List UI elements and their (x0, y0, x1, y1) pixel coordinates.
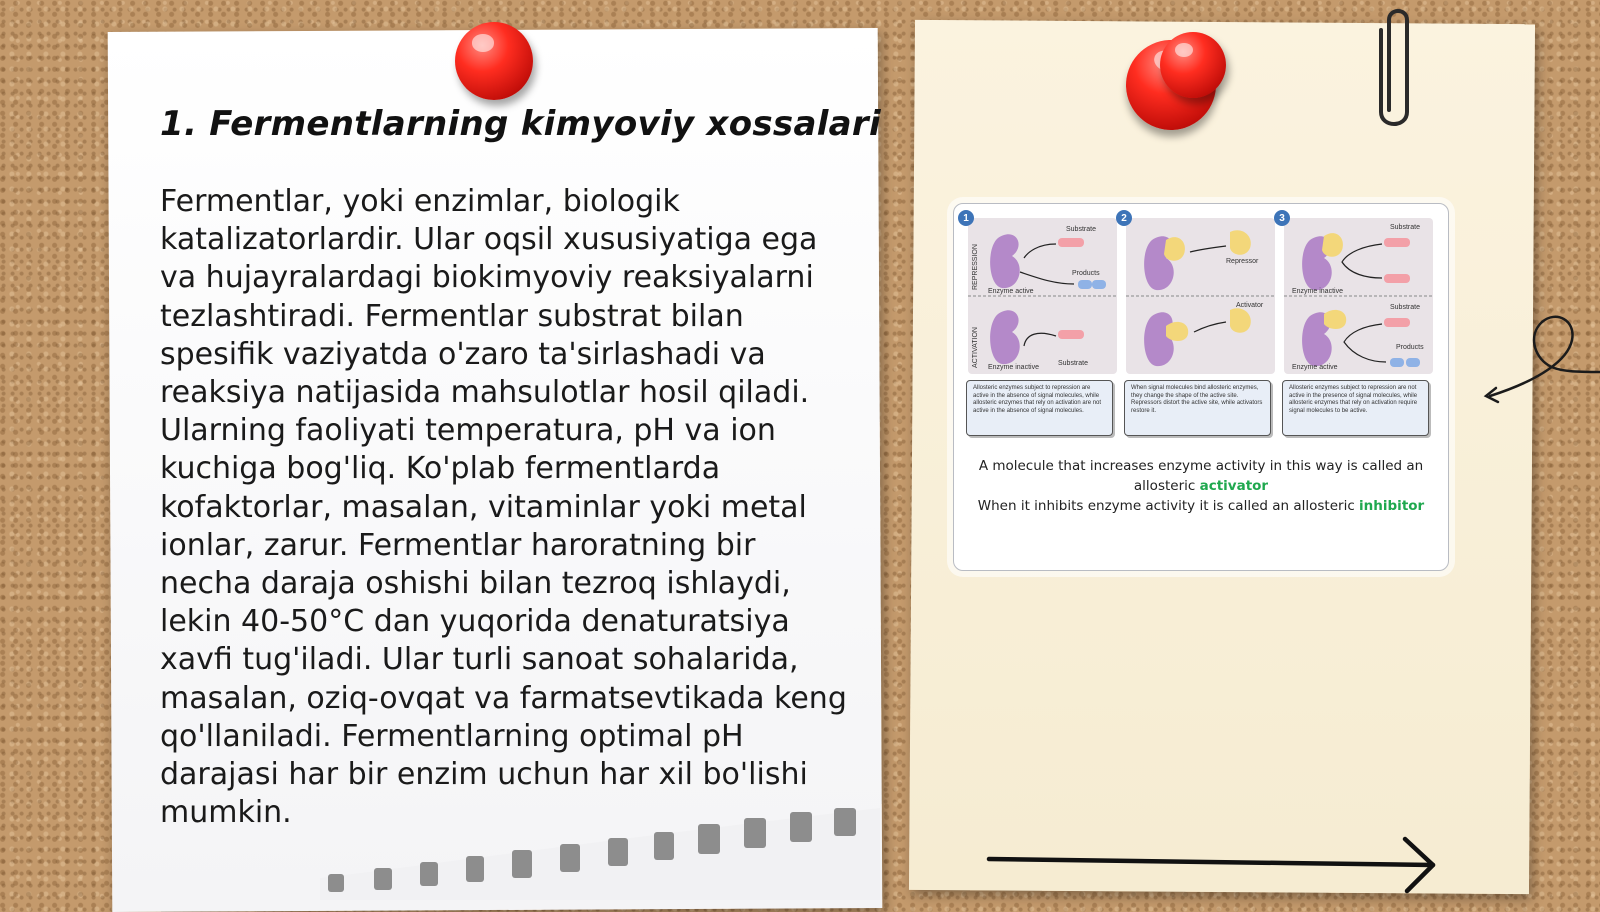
label-enzyme-inactive: Enzyme inactive (1292, 288, 1343, 295)
caption-line-2: When it inhibits enzyme activity it is called an allosteric (977, 498, 1355, 514)
panel-number-badge: 3 (1274, 210, 1290, 226)
label-enzyme-inactive: Enzyme inactive (988, 364, 1039, 371)
label-products: Products (1072, 270, 1100, 277)
panel-2-description: When signal molecules bind allosteric enzymes, they change the shape of the active site. Repressors distort the active site, while activators restore it. (1124, 380, 1271, 436)
slide-title: 1. Fermentlarning kimyoviy xossalari (160, 104, 881, 144)
body-paragraph: Fermentlar, yoki enzimlar, biologik katalizatorlardir. Ular oqsil xususiyatiga ega va hujayralardagi biokimyoviy reaksiyalarni tezlashtiradi. Fermentlar substrat bilan spesifik vaziyatda o'zaro ta'sirlashadi va reaksiya natijasida mahsulotlar hosil qiladi. Ularning faoliyati temperatura, pH va ion kuchiga bog'liq. Ko'plab fermentlarda kofaktorlar, masalan, vitaminlar yoki metal ionlar, zarur. Fermentlar haroratning bir necha daraja oshishi bilan tezroq ishlaydi, lekin 40-50°C dan yuqorida denaturatsiya xavfi tug'iladi. Ular turli sanoat sohalarida, masalan, oziq-ovqat va farmatsevtikada keng qo'llaniladi. Fermentlarning optimal pH darajasi har bir enzim uchun har xil bo'lishi mumkin. (160, 184, 847, 831)
side-label-activation: ACTIVATION (972, 327, 979, 368)
panel-number-badge: 2 (1116, 210, 1132, 226)
side-label-repression: REPRESSION (972, 244, 979, 290)
label-enzyme-active: Enzyme active (1292, 364, 1338, 371)
panel-number-badge: 1 (958, 210, 974, 226)
push-pin-icon (455, 22, 533, 100)
caption-activator-term: activator (1199, 478, 1269, 494)
figure-panel-1 (963, 212, 1117, 374)
label-enzyme-active: Enzyme active (988, 288, 1034, 295)
arrow-right-icon[interactable] (985, 835, 1445, 895)
label-substrate: Substrate (1390, 304, 1420, 311)
loop-arrow-icon (1480, 310, 1600, 410)
panel-1-description: Allosteric enzymes subject to repression are active in the absence of signal molecules, while allosteric enzymes that rely on activation are not active in the absence of signal molecules. (966, 380, 1113, 436)
label-repressor: Repressor (1226, 258, 1259, 265)
allosteric-figure-card (953, 203, 1449, 571)
caption-line-1: A molecule that increases enzyme activity in this way is called an allosteric (978, 458, 1424, 494)
caption-inhibitor-term: inhibitor (1359, 498, 1425, 514)
enzyme-diagram (968, 218, 1117, 374)
figure-caption (954, 456, 1448, 516)
label-substrate: Substrate (1390, 224, 1420, 231)
push-pin-head-icon (1160, 32, 1226, 98)
panel-3-description: Allosteric enzymes subject to repression are not active in the presence of signal molecules, while allosteric enzymes that rely on activation require signal molecules to be active. (1282, 380, 1429, 436)
figure-panel-2 (1121, 212, 1275, 374)
paper-clip-icon (1375, 0, 1419, 126)
label-substrate: Substrate (1058, 360, 1088, 367)
label-substrate: Substrate (1066, 226, 1096, 233)
label-products: Products (1396, 344, 1424, 351)
label-activator: Activator (1236, 302, 1264, 309)
enzyme-diagram (1126, 218, 1275, 374)
figure-panel-3 (1279, 212, 1433, 374)
